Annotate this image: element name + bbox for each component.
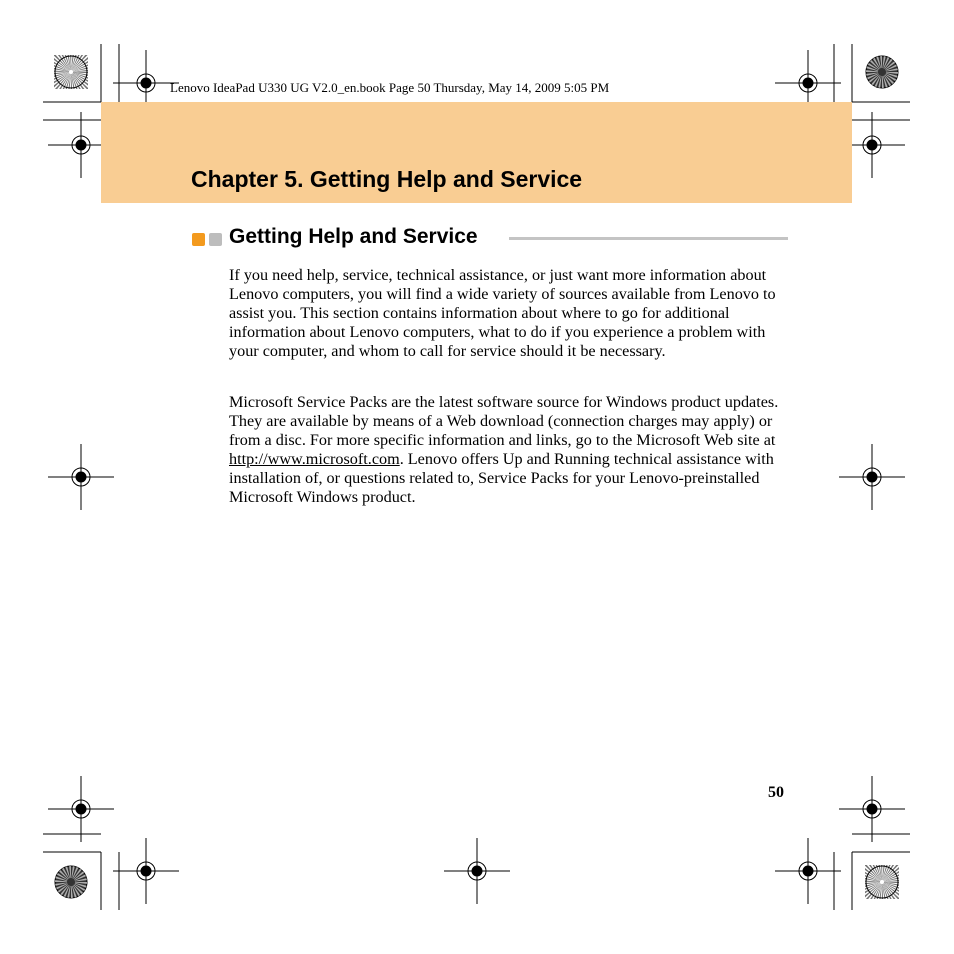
starburst-mark-bottom-right [865, 865, 899, 899]
section-rule [509, 237, 788, 240]
orange-square-icon [192, 233, 205, 246]
registration-target-bottom-left [113, 838, 179, 904]
registration-target-left-middle [48, 444, 114, 510]
starburst-mark-bottom-left [54, 865, 88, 899]
page-number: 50 [768, 784, 784, 801]
gray-square-icon [209, 233, 222, 246]
section-heading [192, 225, 788, 253]
registration-target-bottom-center [444, 838, 510, 904]
registration-target-left-lower [48, 776, 114, 842]
paragraph-service-packs [229, 393, 789, 507]
chapter-title: Chapter 5. Getting Help and Service [191, 166, 583, 192]
registration-target-right-lower [839, 776, 905, 842]
registration-target-bottom-right [775, 838, 841, 904]
starburst-mark-top-left [54, 55, 88, 89]
paragraph-service-packs-text-end: . Lenovo offers Up and Running technical assistance with installation of, or questions related to, Service Packs for your Lenovo-preinstalled Microsoft Windows product. [229, 450, 774, 506]
paragraph-service-packs-text-start: Microsoft Service Packs are the latest software source for Windows product updates. They are available by means of a Web download (connection charges may apply) or from a disc. For more specific information and links, go to the Microsoft Web site at [229, 393, 779, 449]
paragraph-help-overview: If you need help, service, technical assistance, or just want more information about Lenovo computers, you will find a wide variety of sources available from Lenovo to assist you. This section contains information about where to go for additional information about Lenovo computers, what to do if you experience a problem with your computer, and whom to call for service should it be necessary. [229, 266, 776, 360]
starburst-mark-top-right [865, 55, 899, 89]
microsoft-website-link[interactable]: http://www.microsoft.com [229, 450, 400, 468]
section-title: Getting Help and Service [229, 225, 478, 248]
registration-target-right-middle [839, 444, 905, 510]
print-header: Lenovo IdeaPad U330 UG V2.0_en.book Page 50 Thursday, May 14, 2009 5:05 PM [170, 80, 610, 95]
